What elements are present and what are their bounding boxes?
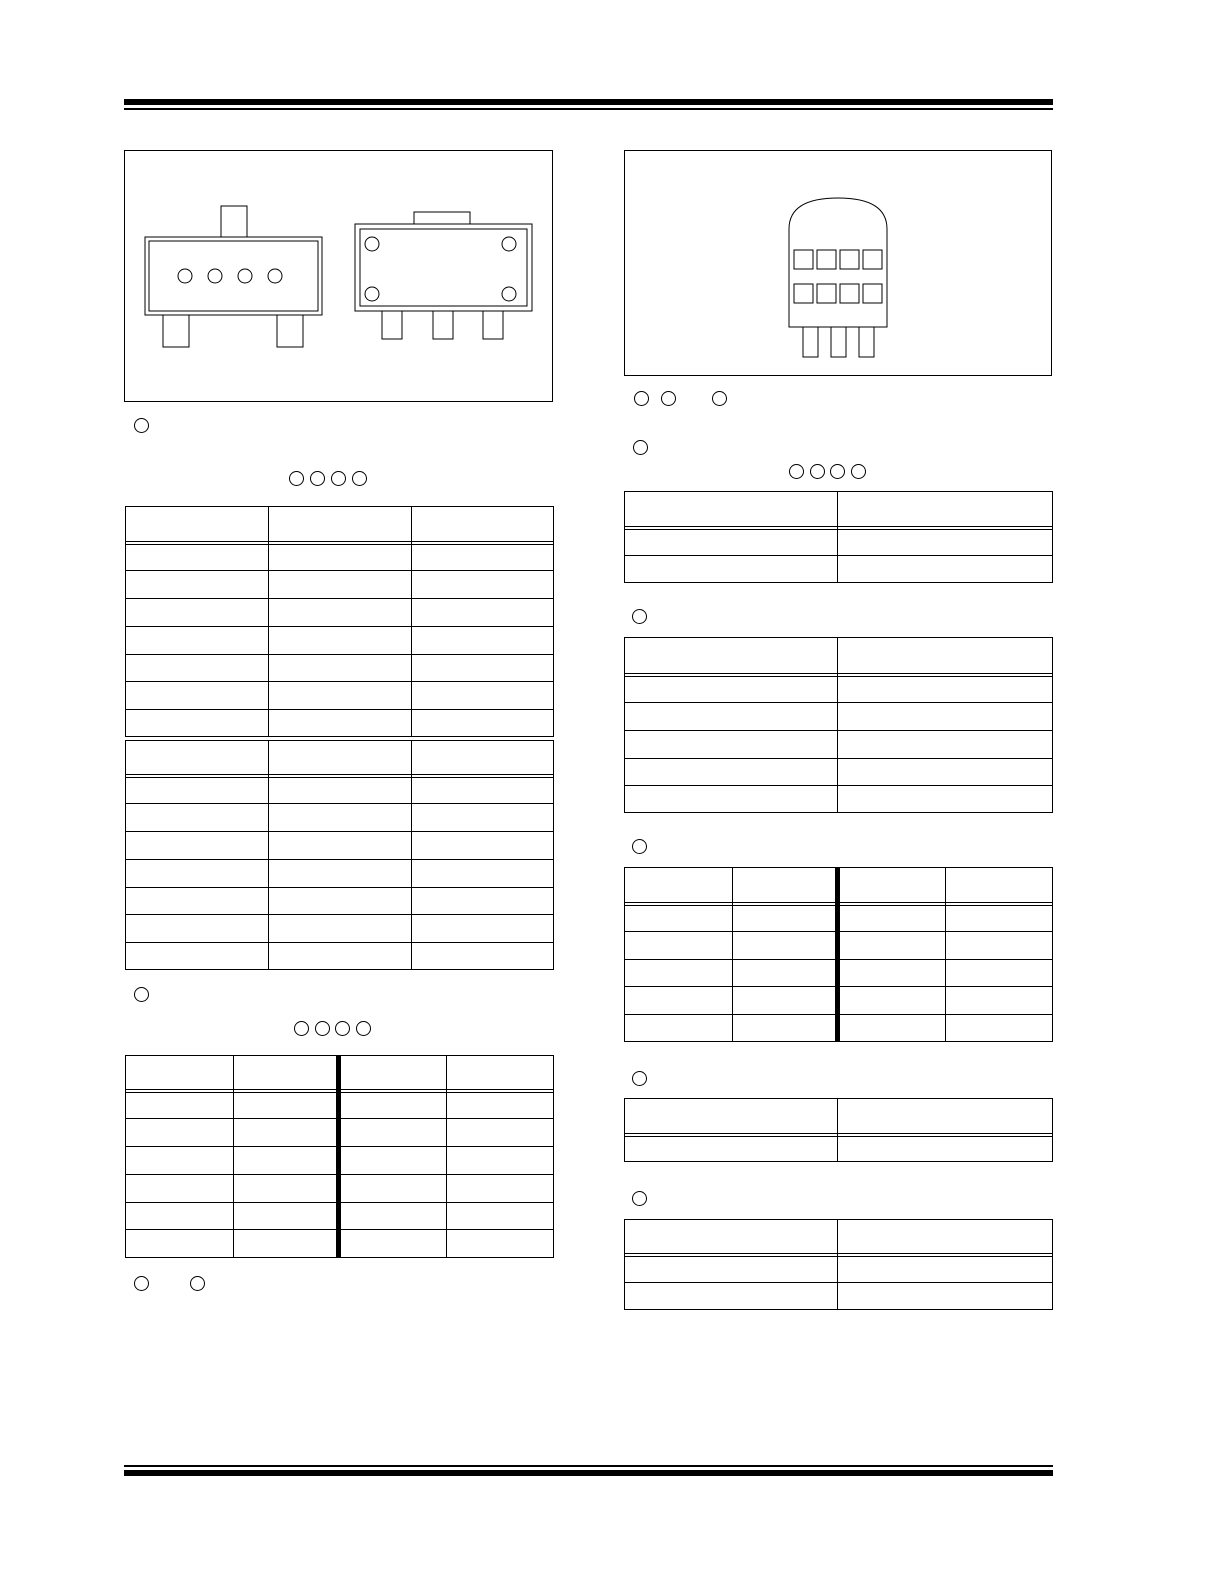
note-marker-left-2: [134, 987, 149, 1002]
header-rule-thin: [124, 108, 1053, 110]
figure-left-packages: [124, 150, 553, 402]
note-marker-right-5: [632, 1071, 647, 1086]
group-marker-left-1b: [310, 471, 325, 486]
sot-89-package: [355, 212, 532, 339]
table-left-b: [125, 740, 554, 970]
header-rule-thick: [124, 99, 1053, 105]
note-marker-right-6: [632, 1191, 647, 1206]
group-marker-left-2b: [315, 1021, 330, 1036]
group-marker-right-1a: [789, 464, 804, 479]
package-drawings-left: [125, 151, 552, 401]
group-marker-right-1b: [810, 464, 825, 479]
group-marker-left-1c: [331, 471, 346, 486]
group-marker-right-1c: [830, 464, 845, 479]
group-marker-right-1d: [851, 464, 866, 479]
group-marker-left-1a: [289, 471, 304, 486]
figure-right-package: [624, 150, 1052, 376]
note-marker-right-3: [632, 609, 647, 624]
table-left-c: [125, 1055, 554, 1258]
table-right-b: [624, 637, 1053, 813]
group-marker-left-2c: [335, 1021, 350, 1036]
note-marker-left-1: [134, 418, 149, 433]
note-marker-right-1a: [634, 391, 649, 406]
to-92-package: [789, 198, 887, 357]
table-right-e: [624, 1219, 1053, 1310]
group-marker-left-2a: [294, 1021, 309, 1036]
footer-rule-thin: [124, 1465, 1053, 1467]
footer-rule-thick: [124, 1470, 1053, 1476]
group-marker-left-2d: [356, 1021, 371, 1036]
group-marker-left-1d: [352, 471, 367, 486]
table-right-d: [624, 1098, 1053, 1162]
note-marker-left-3a: [134, 1276, 149, 1291]
note-marker-right-1c: [712, 391, 727, 406]
table-left-a: [125, 506, 554, 737]
note-marker-right-2: [633, 440, 648, 455]
table-right-a: [624, 491, 1053, 583]
note-marker-left-3b: [190, 1276, 205, 1291]
sot-23-package: [145, 206, 322, 347]
table-right-c: [624, 867, 1053, 1042]
note-marker-right-1b: [661, 391, 676, 406]
package-drawing-right: [625, 151, 1051, 375]
note-marker-right-4: [632, 839, 647, 854]
